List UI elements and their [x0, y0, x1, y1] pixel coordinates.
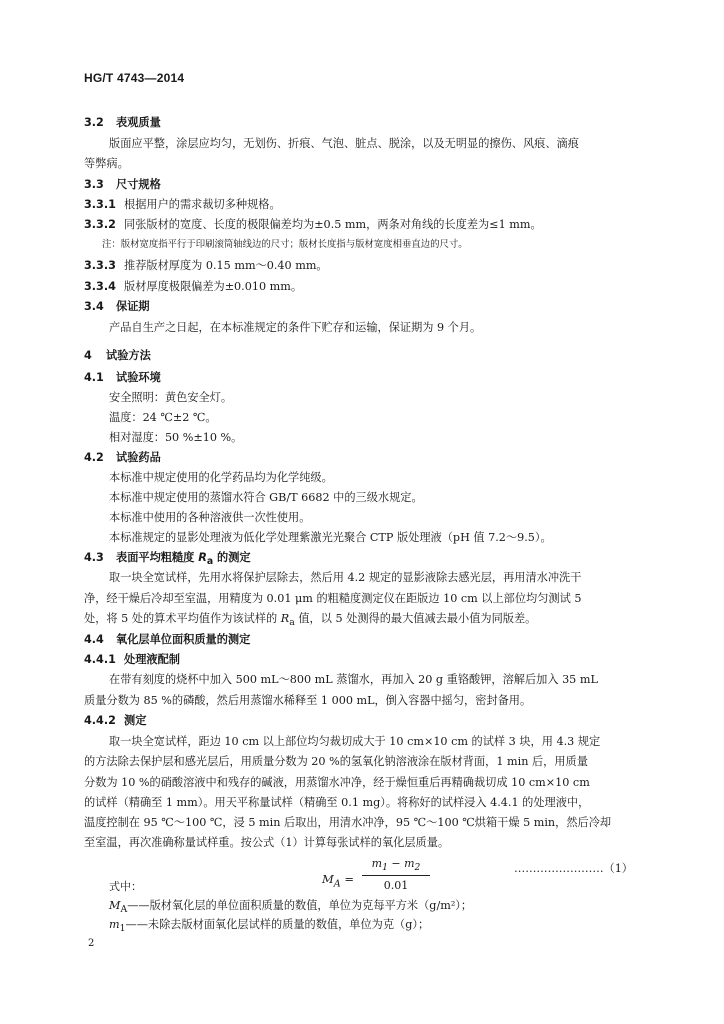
section-title: 测定 — [124, 714, 147, 727]
formula-denominator: 0.01 — [383, 879, 409, 892]
clause-text: 根据用户的需求裁切多种规格。 — [124, 198, 281, 211]
note: 注：版材宽度指平行于印刷滚筒轴线边的尺寸；版材长度指与版材宽度相垂直边的尺寸。 — [102, 239, 468, 250]
paragraph-line: 温度控制在 95 ℃～100 ℃，浸 5 min 后取出，用清水冲净，95 ℃～100 ℃烘箱干燥 5 min，然后冷却 — [84, 816, 612, 829]
section-number: 4.4.2 — [84, 714, 116, 727]
clause-3-3-3 — [84, 259, 328, 272]
clause-number: 3.3.4 — [84, 280, 116, 293]
section-title: 尺寸规格 — [116, 178, 161, 191]
section-number: 4.2 — [84, 451, 104, 464]
symbol-subscript: a — [206, 556, 214, 568]
clause-text: 同张版材的宽度、长度的极限偏差均为±0.5 mm，两条对角线的长度差为≤1 mm。 — [124, 218, 542, 231]
standard-code-header: HG/T 4743—2014 — [84, 71, 185, 85]
minus-sign: − — [387, 857, 405, 870]
section-number: 3.4 — [84, 300, 104, 313]
paragraph-line: 的试样（精确至 1 mm）。用天平称量试样（精确至 0.1 mg）。将称好的试样浸入 4.4.1 的处理液中， — [84, 796, 590, 809]
subscript: 1 — [119, 923, 126, 935]
text-run: 处，将 5 处的算术平均值作为该试样的 — [84, 612, 281, 625]
clause-number: 3.3.1 — [84, 198, 116, 211]
definition-line — [109, 899, 472, 915]
where-intro: 式中： — [109, 880, 142, 893]
paragraph-line: 产品自生产之日起，在本标准规定的条件下贮存和运输，保证期为 9 个月。 — [109, 321, 482, 334]
clause-number: 3.3.3 — [84, 259, 116, 272]
paragraph-line: 取一块全宽试样，先用水将保护层除去，然后用 4.2 规定的显影液除去感光层，再用清水冲洗干 — [109, 571, 582, 584]
symbol: m — [109, 918, 120, 931]
paragraph-line — [84, 612, 536, 628]
section-number: 4.4.1 — [84, 653, 116, 666]
section-4-4-2-heading — [84, 714, 146, 727]
chapter-title: 试验方法 — [106, 349, 151, 362]
paragraph-line: 版面应平整，涂层应均匀，无划伤、折痕、气泡、脏点、脱涂，以及无明显的擦伤、风痕、滴痕 — [109, 137, 579, 150]
paragraph-line: 在带有刻度的烧杯中加入 500 mL～800 mL 蒸馏水，再加入 20 g 重铬酸钾，溶解后加入 35 mL — [109, 673, 598, 686]
section-title: 试验环境 — [116, 371, 161, 384]
section-number: 3.3 — [84, 178, 104, 191]
text-run: 值，以 5 处测得的最大值减去最小值为同版差。 — [294, 612, 537, 625]
paragraph-line: 净，经干燥后冷却至室温，用精度为 0.01 μm 的粗糙度测定仪在距版边 10 cm 以上部位均匀测试 5 — [84, 592, 582, 605]
subscript: A — [120, 904, 128, 916]
paragraph-line: 等弊病。 — [84, 157, 129, 170]
symbol-subscript: a — [289, 617, 295, 629]
paragraph-line: 本标准中规定使用的化学药品均为化学纯级。 — [109, 471, 333, 484]
section-number: 4.4 — [84, 633, 104, 646]
clause-3-3-4 — [84, 280, 302, 293]
paragraph-line: 本标准中规定使用的蒸馏水符合 GB/T 6682 中的三级水规定。 — [109, 491, 423, 504]
definition-text: ——版材氧化层的单位面积质量的数值，单位为克每平方米（g/m²）； — [127, 899, 473, 912]
paragraph-line: 的方法除去保护层和感光层后，用质量分数为 20 %的氢氧化钠溶液涂在版材背面，1 min 后，用质量 — [84, 755, 588, 768]
section-number: 4.3 — [84, 551, 104, 564]
paragraph-line: 至室温，再次准确称量试样重。按公式（1）计算每张试样的氧化层质量。 — [84, 836, 450, 849]
paragraph-line: 安全照明：黄色安全灯。 — [109, 391, 233, 404]
chapter-4-heading — [84, 349, 151, 362]
fraction-bar — [362, 875, 430, 876]
paragraph-line: 质量分数为 85 %的磷酸，然后用蒸馏水稀释至 1 000 mL，倒入容器中摇匀，密封备用。 — [84, 694, 532, 707]
clause-text: 推荐版材厚度为 0.15 mm～0.40 mm。 — [124, 259, 328, 272]
section-4-4-1-heading — [84, 653, 180, 666]
formula-lhs — [322, 872, 354, 889]
section-3-2-heading — [84, 116, 161, 129]
section-title: 表观质量 — [116, 116, 161, 129]
section-title: 处理液配制 — [124, 653, 180, 666]
subscript: 2 — [414, 862, 421, 874]
clause-text: 版材厚度极限偏差为±0.010 mm。 — [124, 280, 303, 293]
clause-3-3-1 — [84, 198, 281, 211]
section-number: 4.1 — [84, 371, 104, 384]
section-title-suffix: 的测定 — [213, 551, 251, 564]
symbol: M — [322, 872, 334, 886]
paragraph-line: 相对湿度：50 %±10 %。 — [109, 431, 243, 444]
section-title: 试验药品 — [116, 451, 161, 464]
section-4-2-heading — [84, 451, 161, 464]
chapter-number: 4 — [84, 349, 92, 362]
symbol-r: R — [198, 551, 207, 564]
formula-numerator — [362, 857, 430, 873]
symbol: M — [109, 899, 121, 912]
paragraph-line: 温度：24 ℃±2 ℃。 — [109, 411, 217, 424]
equation-number: ……………………（1） — [514, 862, 633, 875]
section-3-3-heading — [84, 178, 161, 191]
clause-3-3-2 — [84, 218, 542, 231]
clause-number: 3.3.2 — [84, 218, 116, 231]
page-number: 2 — [88, 938, 95, 949]
section-4-3-heading — [84, 551, 251, 567]
section-number: 3.2 — [84, 116, 104, 129]
section-3-4-heading — [84, 300, 150, 313]
section-title: 氧化层单位面积质量的测定 — [116, 633, 251, 646]
definition-text: ——未除去版材面氧化层试样的质量的数值，单位为克（g）； — [125, 918, 430, 931]
subscript: A — [333, 878, 341, 890]
equals-sign: = — [340, 872, 354, 886]
paragraph-line: 本标准规定的显影处理液为低化学处理紫激光光聚合 CTP 版处理液（pH 值 7.2～9.5）。 — [109, 531, 552, 544]
definition-line — [109, 918, 429, 934]
symbol-r: R — [280, 612, 290, 625]
section-4-1-heading — [84, 371, 161, 384]
symbol: m — [371, 857, 383, 870]
section-title: 保证期 — [116, 300, 150, 313]
symbol: m — [404, 857, 415, 870]
subscript: 1 — [382, 862, 388, 874]
paragraph-line: 分数为 10 %的硝酸溶液中和残存的碱液，用蒸馏水冲净，经于燥恒重后再精确裁切成 10 cm×10 cm — [84, 776, 590, 789]
section-title: 表面平均粗糙度 — [116, 551, 199, 564]
section-4-4-heading — [84, 633, 250, 646]
paragraph-line: 取一块全宽试样，距边 10 cm 以上部位均匀裁切成大于 10 cm×10 cm 的试样 3 块，用 4.3 规定 — [109, 735, 601, 748]
paragraph-line: 本标准中使用的各种溶液供一次性使用。 — [109, 511, 311, 524]
